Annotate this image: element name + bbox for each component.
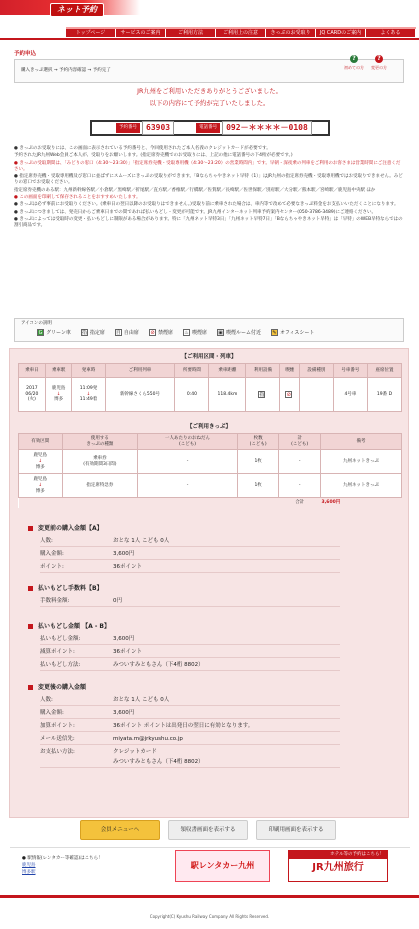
field-label: 手数料金額: [40,598,70,604]
facility-cell [246,378,280,412]
receipt-button[interactable]: 領収書画面を表示する [168,820,248,840]
field-value: おとな 1人 こども 0人 [113,538,170,544]
field-label: メール送信先: [40,736,75,742]
route-cell [45,378,72,412]
reserved-seat-icon: 指 [81,330,87,336]
station-link-kagoshima[interactable]: 鹿児島 [22,863,36,868]
step-list: 購入きっぷ選択 → 予約内容確認 → 予約完了 [21,68,111,73]
col-header: 有効区間 [19,434,63,450]
change-help[interactable] [362,55,396,75]
phone-label: 電話番号 [196,123,220,133]
train-table [18,363,402,412]
arrow-down-icon: ↓ [86,391,91,397]
car-number: 4号車 [333,378,367,412]
note: ● 指定席券売機・受取専用機及び窓口に並ばずにスムーズにきっぷの受取りができます。「Bならちゃやきネット早特（1）」はJR九州の指定席券売機・受取専用機ではお受取りできません。みどりの窓口でお受取ください。 [14,174,403,186]
print-button[interactable]: 印刷用画面を表示する [256,820,336,840]
refund-title: 払いもどし金額 【A - B】 [28,623,110,631]
seat-position: 19番 D [367,378,401,412]
travel-banner-caption: ホテル等の予約はこちら！ [289,851,387,859]
footer-divider [10,847,410,848]
travel-banner-brand: JR九州旅行 [312,861,364,873]
reservation-number: 63903 [142,121,174,135]
station-info-heading: ● 駅情報(レンタカー等確認)はこちら！ [22,856,103,861]
reservation-number-label: 予約番号 [116,123,140,133]
to-station: 博多 [54,397,64,403]
legend-green [37,329,71,336]
payment-row [40,747,340,768]
col-header: ご利用列車 [105,364,175,378]
section-cell [19,450,63,474]
table-header [19,434,402,450]
ticket-note: 九州ネットきっぷ [320,450,401,474]
time-cell [72,378,105,412]
ticket-table [18,433,402,508]
seat-type-cell [299,378,333,412]
question-icon: ? [375,55,383,63]
field-label: 人数: [40,697,53,703]
from-station: 鹿児島 [51,386,66,392]
unit-price: - [138,450,238,474]
green-car-icon: G [38,330,43,336]
sum-row [19,498,402,508]
ticket-note: 九州ネットきっぷ [320,474,401,498]
smoking-cell [280,378,299,412]
footer-bar [0,895,419,898]
col-header: 発車時 [72,364,105,378]
col-header: 号車番号 [333,364,367,378]
col-header: 乗車日 [19,364,46,378]
ticket-type: 指定席特急券 [62,474,138,498]
header-divider [0,38,419,40]
field-value: 36ポイント [113,649,142,655]
field-label: お支払い方法: [40,749,75,755]
nav-jqcard[interactable]: JQ CARDのご案内 [316,29,366,37]
refund-amount-row [40,634,340,645]
before-amount-row [40,549,340,560]
train-name: 新幹線さくら550号 [105,378,175,412]
thanks-line1: JR九州をご利用いただきありがとうございました。 [137,88,282,95]
legend-free [115,329,139,336]
field-label: 払いもどし方法: [40,662,81,668]
before-amount-title: 変更前の購入金額【A】 [28,525,103,533]
ticket-total: - [279,474,321,498]
field-label: ポイント: [40,564,64,570]
station-info-links [22,855,103,876]
legend-label: 指定席 [89,330,105,336]
legend-label: 喫煙ルーム付近 [225,330,261,336]
section-cell [19,474,63,498]
no-smoking-icon: ⊘ [150,330,155,336]
field-label: 購入金額: [40,551,64,557]
unit-price: - [138,474,238,498]
reservation-number-box [90,120,330,136]
before-people-row [40,536,340,547]
member-menu-button[interactable]: 会員メニューへ [80,820,160,840]
smoking-icon: ♨ [184,330,189,336]
col-header: 備考 [320,434,401,450]
travel-date: 2017 06/20 (火) [19,378,46,412]
field-label: 払いもどし金額: [40,636,81,642]
nav-faq[interactable]: よくある [366,29,416,37]
col-header: 利用設備 [246,364,280,378]
no-smoking-icon: ⊘ [286,391,291,398]
free-seat-icon: 自 [115,330,121,336]
arrow-down-icon: ↓ [38,458,43,464]
payment-value [113,747,204,767]
legend-label: グリーン車 [46,330,71,336]
field-value: 36ポイント ポイントは出発日の翌日に有効となります。 [113,723,254,729]
legend-label: 喫煙席 [191,330,207,336]
col-header: 乗車駅 [45,364,72,378]
to-station: 博多 [35,488,45,494]
col-header: 所要時間 [175,364,209,378]
action-buttons [80,820,336,840]
col-header: 乗車距離 [209,364,246,378]
arrow-down-icon: ↓ [38,482,43,488]
table-row [19,378,402,412]
station-link-hakata[interactable]: 博多駅 [22,870,36,875]
smoking-room-icon: ▣ [218,330,223,336]
table-header [19,364,402,378]
logo-text: ネット予約 [50,3,104,17]
field-label: 加算ポイント: [40,723,75,729]
arrow-down-icon: ↓ [56,391,61,397]
col-header: 使用する きっぷの種類 [62,434,138,450]
thanks-line2: 以下の内容にて予約が完了いたしました。 [149,100,270,107]
legend-smoking-room [217,329,261,336]
distance: 118.4km [209,378,246,412]
rentacar-banner[interactable]: 駅レンタカー九州 [175,850,270,882]
reservation-detail-panel [9,348,409,818]
nav-service[interactable]: サービスのご案内 [116,29,166,37]
sum-label: 合計 [279,498,321,508]
legend-label: オフィスシート [279,330,315,336]
field-label: 減算ポイント: [40,649,75,655]
arrival-time: 11:49着 [79,397,98,403]
note: 指定席券売機のある駅：九州新幹線各駅／小倉駅／黒崎駅／折尾駅／直方駅／香椎駅／行橋駅／佐賀駅／長崎駅／佐世保駅／別府駅／大分駅／熊本駅／宮崎駅／鹿児島中央駅 ほか [14,187,376,193]
from-station: 鹿児島 [33,453,48,459]
nav-howto[interactable]: ご利用方法 [166,29,216,37]
legend-office [271,329,314,336]
nav-caution[interactable]: ご利用上の注意 [216,29,266,37]
to-station: 博多 [35,464,45,470]
legend-reserved [81,329,105,336]
ticket-type: 乗車券 (有効期間3日間) [62,450,138,474]
nav-receive[interactable]: きっぷのお受取り [266,29,316,37]
global-nav [66,27,416,37]
legend-nonsmoking [149,329,173,336]
thanks-message [0,86,419,110]
col-header: 枚数 (こども) [237,434,279,450]
field-value: おとな 1人 こども 0人 [113,697,170,703]
before-point-row [40,562,340,573]
question-icon: ? [350,55,358,63]
note: ● きっぷにつきましては、発売日からご乗車日までの間であれば払いもどし・変更が可能です。JR九州インターネット列車予約案内センター(050-3786-3489)にご連絡ください。 [14,209,377,215]
payment-method: クレジットカード [113,749,157,755]
field-value: 3,600円 [113,710,135,716]
nav-top[interactable]: トップページ [66,29,116,37]
note: ● きっぷは必ず事前にお受取りください。(乗車日の翌日以降のお受取りはできません。)受取り前に乗車された場合は、車内等で改めて必要なきっぷ料金をお支払いいただくことになります。 [14,202,399,208]
refund-method-row [40,660,340,671]
ticket-table-title: 【ご利用きっぷ】 [186,424,231,430]
help-second-label: 変更の方 [371,65,387,70]
after-amount-title: 変更後の購入金額 [28,684,86,692]
field-label: 購入金額: [40,710,64,716]
note: ● きっぷのお受取りには、この画面に表示されている予約番号と、今回使用されたご本人名義のクレジットカードが必要です。 [14,146,271,151]
office-seat-icon: ✎ [272,330,277,336]
notes [14,146,404,231]
help-first-label: 初めての方 [344,65,364,70]
legend-smoking [183,329,207,336]
sum-value: 3,600円 [320,498,401,508]
mail-row [40,734,340,745]
after-amount-row [40,708,340,719]
field-value: miyata.m@jrkyushu.co.jp [113,736,183,742]
col-header: 座席位置 [367,364,401,378]
ticket-total: - [279,450,321,474]
note: 予約されたJR九州Web会員ご本人が、受取りをお願いします。(指定席券売機でのお受取りには、上記の他に電話番号の下4桁が必要です。) [14,153,293,159]
reserved-seat-icon: 指 [259,391,265,398]
field-value: みついすみともさん（下4桁 8802） [113,662,204,668]
field-value: 36ポイント [113,564,142,570]
col-header: 設備種別 [299,364,333,378]
travel-banner[interactable] [288,850,388,882]
field-value: 0円 [113,598,122,604]
field-value: 3,600円 [113,551,135,557]
legend-label: 自由席 [123,330,139,336]
from-station: 鹿児島 [33,477,48,483]
page-title: 予約申込 [14,51,37,57]
refund-point-row [40,647,340,658]
col-header: 喫煙 [280,364,299,378]
field-label: 人数: [40,538,53,544]
legend-label: 禁煙席 [157,330,173,336]
table-row [19,450,402,474]
site-logo[interactable] [0,0,140,15]
ticket-count: 1枚 [237,450,279,474]
note: ● きっぷによっては受取時の変更・払いもどしに制限がある場合があります。特に「九州ネット早特3日」「九州ネット早特7日」「Bならちゃやきネット早特」は「早特」のWEB早特ならではの割引商品です。 [14,216,403,229]
payment-card: みついすみともさん（下4桁 8802） [113,759,204,765]
icon-legend [14,318,404,342]
train-table-title: 【ご利用区間・列車】 [181,354,237,360]
copyright: Copyright(C) Kyushu Railway Company All Rights Reserved. [149,914,270,919]
legend-title: アイコンの説明 [21,321,52,326]
after-point-row [40,721,340,732]
duration: 0:40 [175,378,209,412]
after-people-row [40,695,340,706]
departure-time: 11:09発 [79,386,98,392]
col-header: 計 (こども) [279,434,321,450]
table-row [19,474,402,498]
note: ● この画面を印刷して保存されることをおすすめいたします。 [14,195,141,201]
fee-title: 払いもどし手数料【B】 [28,585,103,593]
phone-number: 092－＊＊＊＊－0108 [222,121,312,135]
ticket-count: 1枚 [237,474,279,498]
col-header: 一人あたりのおねだん (こども) [138,434,238,450]
field-value: 3,600円 [113,636,135,642]
note: ● きっぷの受取期間は、「みどりの窓口（4:30〜23:30）」「指定席券売機・受取専用機（4:30〜23:20）の営業時間内」です。早朝・深夜乗の列車をご利用のお客さまは営業時間にご注意ください。 [14,160,401,172]
fee-row [40,596,340,607]
